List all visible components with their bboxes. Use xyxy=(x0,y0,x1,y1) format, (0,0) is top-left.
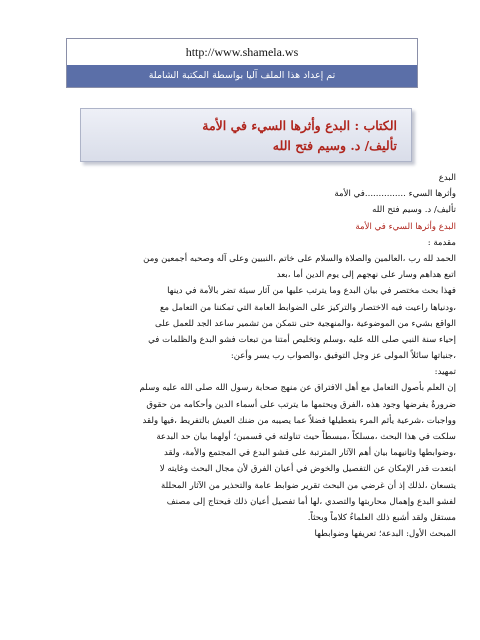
generated-note: تم إعداد هذا الملف آليا بواسطة المكتبة الشاملة xyxy=(67,65,417,87)
text-line: فهذا بحث مختصر في بيان البدع وما يترتب عليها من آثار سيئة تضر بالأمة في دينها xyxy=(167,286,456,297)
text-line: البدع xyxy=(438,173,456,183)
section-title: البدع وأثرها السيء في الأمة xyxy=(355,221,456,232)
text-line: مقدمة : xyxy=(427,237,456,248)
text-line: سلكت في هذا البحث ،مسلكاً ،مبسطاً حيث تناولته في قسمين؛ أولهما بيان حد البدعة xyxy=(156,432,456,442)
text-line: الحمد لله رب ،العالمين والصلاة والسلام على خاتم ،النبيين وعلى آله وصحبه أجمعين ومن xyxy=(143,253,456,264)
text-line: ،جنباتها سائلاً المولى عز وجل التوفيق ،والصواب رب يسر وأعن: xyxy=(230,351,456,362)
website-url[interactable]: http://www.shamela.ws xyxy=(185,45,299,59)
book-info-box xyxy=(80,108,412,162)
body-text xyxy=(22,170,456,542)
text-line: إن العلم بأصول التعامل مع أهل الافتراق عن منهج صحابة رسول الله صلى الله عليه وسلم xyxy=(139,383,456,394)
text-line: تأليف/ د. وسيم فتح الله xyxy=(372,205,456,216)
text-line: اتبع هداهم وسار على نهجهم إلى يوم الدين أما ،بعد xyxy=(276,270,456,281)
text-line: تمهيد: xyxy=(434,367,456,378)
header-banner xyxy=(66,38,418,88)
book-title: الكتاب : البدع وأثرها السيء في الأمة xyxy=(202,118,397,133)
text-line: ابتعدت قدر الإمكان عن التفصيل والخوض في أعيان الفرق لأن مجال البحث وغايته لا xyxy=(159,464,456,475)
text-line: إحياء سنة النبي صلى الله عليه ،وسلم وتخليص أمتنا من تبعات فشو البدع والظلمات في xyxy=(148,334,456,345)
text-line: وأثرها السيء ...............في الأمة xyxy=(334,189,456,200)
text-line: وواجبات ،شرعية يأثم المرء بتعطيلها فضلاً عما يصيبه من ضنك العيش بالتفريط ،فيها ولقد xyxy=(142,415,456,426)
text-line: ،ودنياها راعيت فيه الاختصار والتركيز على الضوابط العامة التي تمكننا من التعامل مع xyxy=(159,302,456,313)
text-line: لفشو البدع وإهمال محاربتها والتصدي ،لها أما تفصيل أعيان ذلك فيحتاج إلى مصنف xyxy=(166,496,456,507)
book-author: تأليف/ د. وسيم فتح الله xyxy=(272,138,397,153)
text-line: ،وضوابطها وثانيهما بيان أهم الآثار المترتبة على فشو البدع في المجتمع والأمة، ولقد xyxy=(163,448,456,459)
text-line: يتسعان ،لذلك إذ أن غرضي من البحث تقرير ضوابط عامة والتحذير من الآثار المحللة xyxy=(161,480,456,491)
text-line: الواقع بشيء من الموضوعية ،والمنهجية حتى نتمكن من تشمير ساعد الجد للعمل على xyxy=(155,318,456,329)
text-line: ضرورةٌ يفرضها وجود هذه ،الفرق ويحتمها ما يترتب على أسماء الدين وأحكامه من حقوق xyxy=(146,399,456,410)
text-line: مستقل ولقد أشبع ذلك العلماءُ كلاماً وبحثاً. xyxy=(307,512,456,523)
text-line: المبحث الأول: البدعة؛ تعريفها وضوابطها xyxy=(314,529,456,540)
